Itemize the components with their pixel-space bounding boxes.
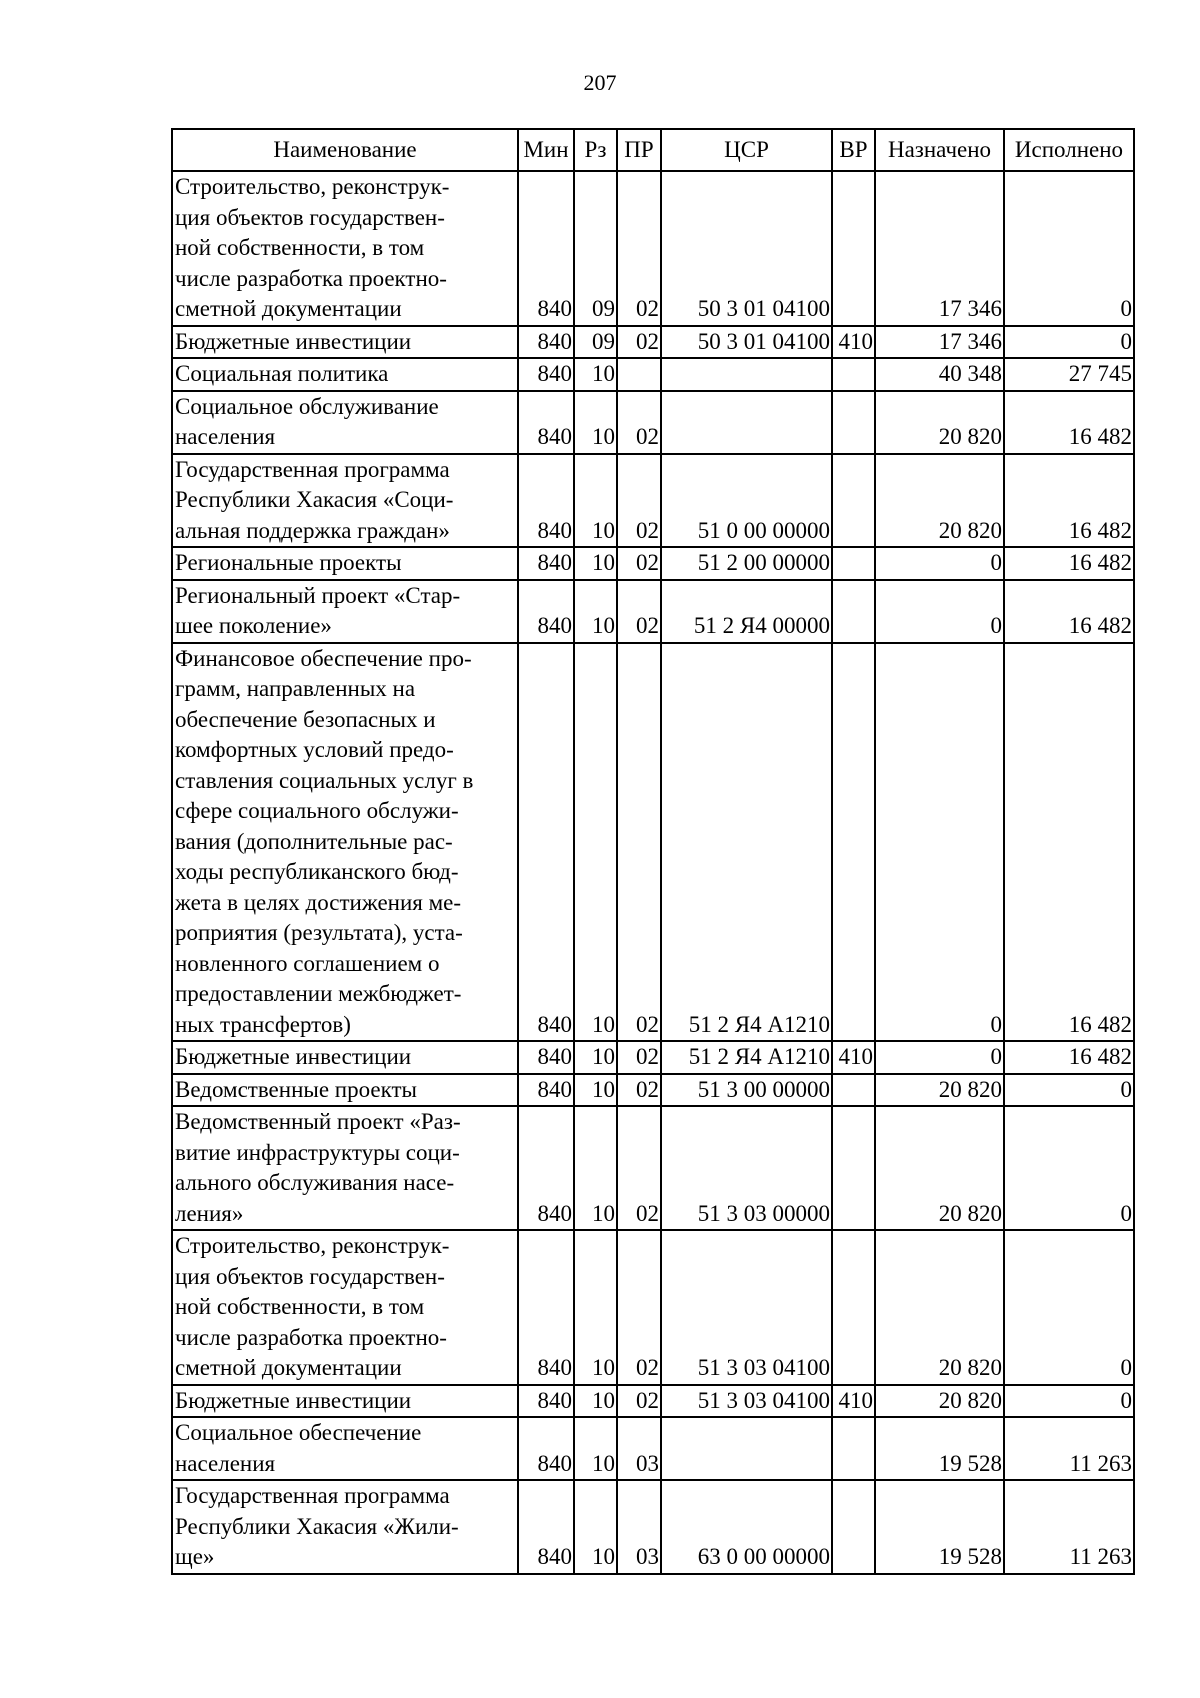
row-name-text: Ведомственный проект «Раз- витие инфраструктуры соци- ального обслуживания насе- ления» (175, 1109, 461, 1226)
cell-vr (832, 391, 875, 454)
cell-name (172, 326, 518, 359)
row-name-text: Бюджетные инвестиции (175, 1387, 412, 1413)
cell-min: 840 (518, 1106, 574, 1230)
table-row (172, 580, 1134, 643)
cell-csr: 51 2 Я4 А1210 (661, 1041, 832, 1074)
cell-vr (832, 580, 875, 643)
cell-rz: 09 (574, 171, 617, 326)
cell-name (172, 358, 518, 391)
cell-name (172, 1480, 518, 1574)
cell-min: 840 (518, 454, 574, 548)
cell-name (172, 1074, 518, 1107)
cell-rz: 10 (574, 1417, 617, 1480)
cell-rz: 10 (574, 1041, 617, 1074)
table-row (172, 454, 1134, 548)
cell-vr (832, 454, 875, 548)
cell-min: 840 (518, 1480, 574, 1574)
cell-vr (832, 358, 875, 391)
cell-executed: 0 (1004, 326, 1134, 359)
header-executed: Исполнено (1004, 129, 1134, 171)
cell-assigned: 20 820 (875, 1106, 1004, 1230)
cell-csr: 63 0 00 00000 (661, 1480, 832, 1574)
cell-assigned: 40 348 (875, 358, 1004, 391)
cell-name (172, 1041, 518, 1074)
table-body (172, 171, 1134, 1574)
table-row (172, 1041, 1134, 1074)
table-row (172, 358, 1134, 391)
cell-pr: 02 (617, 391, 661, 454)
cell-assigned: 19 528 (875, 1480, 1004, 1574)
row-name-text: Государственная программа Республики Хакасия «Жили- ще» (175, 1483, 459, 1569)
cell-pr: 03 (617, 1480, 661, 1574)
table-row (172, 1106, 1134, 1230)
cell-vr: 410 (832, 326, 875, 359)
cell-csr: 51 0 00 00000 (661, 454, 832, 548)
cell-vr (832, 1106, 875, 1230)
table-row (172, 1480, 1134, 1574)
cell-rz: 10 (574, 643, 617, 1042)
row-name-text: Государственная программа Республики Хакасия «Соци- альная поддержка граждан» (175, 456, 454, 543)
cell-min: 840 (518, 580, 574, 643)
row-name-text: Ведомственные проекты (175, 1076, 417, 1102)
cell-rz: 10 (574, 454, 617, 548)
cell-rz: 10 (574, 1074, 617, 1107)
header-min: Мин (518, 129, 574, 171)
table-row (172, 1230, 1134, 1385)
cell-pr: 02 (617, 454, 661, 548)
table-row (172, 326, 1134, 359)
cell-executed: 0 (1004, 1385, 1134, 1418)
cell-assigned: 0 (875, 1041, 1004, 1074)
cell-executed: 11 263 (1004, 1480, 1134, 1574)
cell-name (172, 1106, 518, 1230)
cell-csr: 50 3 01 04100 (661, 326, 832, 359)
cell-rz: 10 (574, 358, 617, 391)
cell-pr: 02 (617, 171, 661, 326)
row-name-text: Социальное обеспечение населения (175, 1420, 422, 1476)
cell-min: 840 (518, 1417, 574, 1480)
row-name-text: Региональные проекты (175, 550, 402, 575)
cell-csr: 51 3 03 04100 (661, 1230, 832, 1385)
cell-min: 840 (518, 547, 574, 580)
cell-rz: 10 (574, 391, 617, 454)
cell-vr (832, 1074, 875, 1107)
cell-name (172, 171, 518, 326)
cell-name (172, 391, 518, 454)
table-row (172, 171, 1134, 326)
cell-min: 840 (518, 1041, 574, 1074)
cell-assigned: 20 820 (875, 454, 1004, 548)
header-pr: ПР (617, 129, 661, 171)
cell-assigned: 0 (875, 643, 1004, 1042)
cell-min: 840 (518, 1230, 574, 1385)
table-row (172, 1074, 1134, 1107)
cell-vr (832, 1417, 875, 1480)
cell-pr: 02 (617, 326, 661, 359)
cell-pr: 02 (617, 1074, 661, 1107)
cell-pr: 02 (617, 547, 661, 580)
cell-assigned: 19 528 (875, 1417, 1004, 1480)
cell-executed: 16 482 (1004, 391, 1134, 454)
row-name-text: Региональный проект «Стар- шее поколение» (175, 582, 461, 638)
cell-csr: 51 2 Я4 А1210 (661, 643, 832, 1042)
row-name-text: Бюджетные инвестиции (175, 328, 412, 354)
header-rz: Рз (574, 129, 617, 171)
cell-assigned: 0 (875, 580, 1004, 643)
cell-rz: 10 (574, 547, 617, 580)
cell-csr: 50 3 01 04100 (661, 171, 832, 326)
cell-pr (617, 358, 661, 391)
cell-vr (832, 1230, 875, 1385)
cell-vr: 410 (832, 1385, 875, 1418)
cell-name (172, 1385, 518, 1418)
cell-executed: 27 745 (1004, 358, 1134, 391)
table-row (172, 1385, 1134, 1418)
cell-executed: 16 482 (1004, 643, 1134, 1042)
cell-pr: 02 (617, 1041, 661, 1074)
cell-vr (832, 547, 875, 580)
cell-csr: 51 2 00 00000 (661, 547, 832, 580)
cell-executed: 0 (1004, 171, 1134, 326)
cell-pr: 02 (617, 1230, 661, 1385)
cell-executed: 0 (1004, 1074, 1134, 1107)
cell-rz: 10 (574, 580, 617, 643)
cell-csr (661, 391, 832, 454)
cell-name (172, 1417, 518, 1480)
cell-pr: 03 (617, 1417, 661, 1480)
cell-csr: 51 3 03 04100 (661, 1385, 832, 1418)
cell-pr: 02 (617, 580, 661, 643)
cell-executed: 0 (1004, 1106, 1134, 1230)
cell-vr (832, 643, 875, 1042)
cell-min: 840 (518, 171, 574, 326)
cell-min: 840 (518, 358, 574, 391)
cell-rz: 10 (574, 1480, 617, 1574)
cell-rz: 10 (574, 1106, 617, 1230)
cell-min: 840 (518, 1385, 574, 1418)
cell-assigned: 20 820 (875, 1230, 1004, 1385)
cell-executed: 0 (1004, 1230, 1134, 1385)
cell-assigned: 20 820 (875, 391, 1004, 454)
table-row (172, 547, 1134, 580)
cell-name (172, 547, 518, 580)
row-name-text: Социальное обслуживание населения (175, 393, 439, 449)
row-name-text: Строительство, реконструк- ция объектов государствен- ной собственности, в том числе разработка проектно- сметной документации (175, 1233, 450, 1380)
cell-assigned: 0 (875, 547, 1004, 580)
header-vr: ВР (832, 129, 875, 171)
cell-executed: 16 482 (1004, 454, 1134, 548)
cell-csr (661, 358, 832, 391)
cell-min: 840 (518, 643, 574, 1042)
row-name-text: Бюджетные инвестиции (175, 1044, 412, 1069)
cell-executed: 16 482 (1004, 1041, 1134, 1074)
cell-name (172, 580, 518, 643)
header-name: Наименование (172, 129, 518, 171)
cell-rz: 09 (574, 326, 617, 359)
cell-assigned: 20 820 (875, 1385, 1004, 1418)
cell-vr: 410 (832, 1041, 875, 1074)
cell-name (172, 1230, 518, 1385)
table-row (172, 391, 1134, 454)
row-name-text: Финансовое обеспечение про- грамм, направленных на обеспечение безопасных и комфортных условий предо- ставления социальных услуг в сфере социального обслужи- вания (дополнительные рас- ходы республиканского бюд- жета в целях достижения ме- роприятия (результата), уста- новленного соглашением о предоставлении межбюджет- ных трансфертов) (175, 645, 474, 1037)
budget-table (171, 128, 1135, 1575)
table-header-row (172, 129, 1134, 171)
cell-rz: 10 (574, 1230, 617, 1385)
cell-csr: 51 2 Я4 00000 (661, 580, 832, 643)
row-name-text: Социальная политика (175, 361, 389, 386)
cell-min: 840 (518, 326, 574, 359)
cell-vr (832, 171, 875, 326)
table-row (172, 1417, 1134, 1480)
cell-min: 840 (518, 1074, 574, 1107)
cell-csr: 51 3 00 00000 (661, 1074, 832, 1107)
cell-rz: 10 (574, 1385, 617, 1418)
cell-pr: 02 (617, 1106, 661, 1230)
cell-name (172, 643, 518, 1042)
cell-min: 840 (518, 391, 574, 454)
cell-assigned: 17 346 (875, 326, 1004, 359)
cell-csr: 51 3 03 00000 (661, 1106, 832, 1230)
cell-executed: 11 263 (1004, 1417, 1134, 1480)
header-assigned: Назначено (875, 129, 1004, 171)
cell-assigned: 17 346 (875, 171, 1004, 326)
cell-csr (661, 1417, 832, 1480)
header-csr: ЦСР (661, 129, 832, 171)
cell-pr: 02 (617, 643, 661, 1042)
cell-vr (832, 1480, 875, 1574)
cell-executed: 16 482 (1004, 547, 1134, 580)
row-name-text: Строительство, реконструк- ция объектов государствен- ной собственности, в том числе разработка проектно- сметной документации (175, 174, 450, 321)
table-row (172, 643, 1134, 1042)
cell-name (172, 454, 518, 548)
page-number: 207 (583, 70, 617, 95)
cell-pr: 02 (617, 1385, 661, 1418)
cell-assigned: 20 820 (875, 1074, 1004, 1107)
cell-executed: 16 482 (1004, 580, 1134, 643)
